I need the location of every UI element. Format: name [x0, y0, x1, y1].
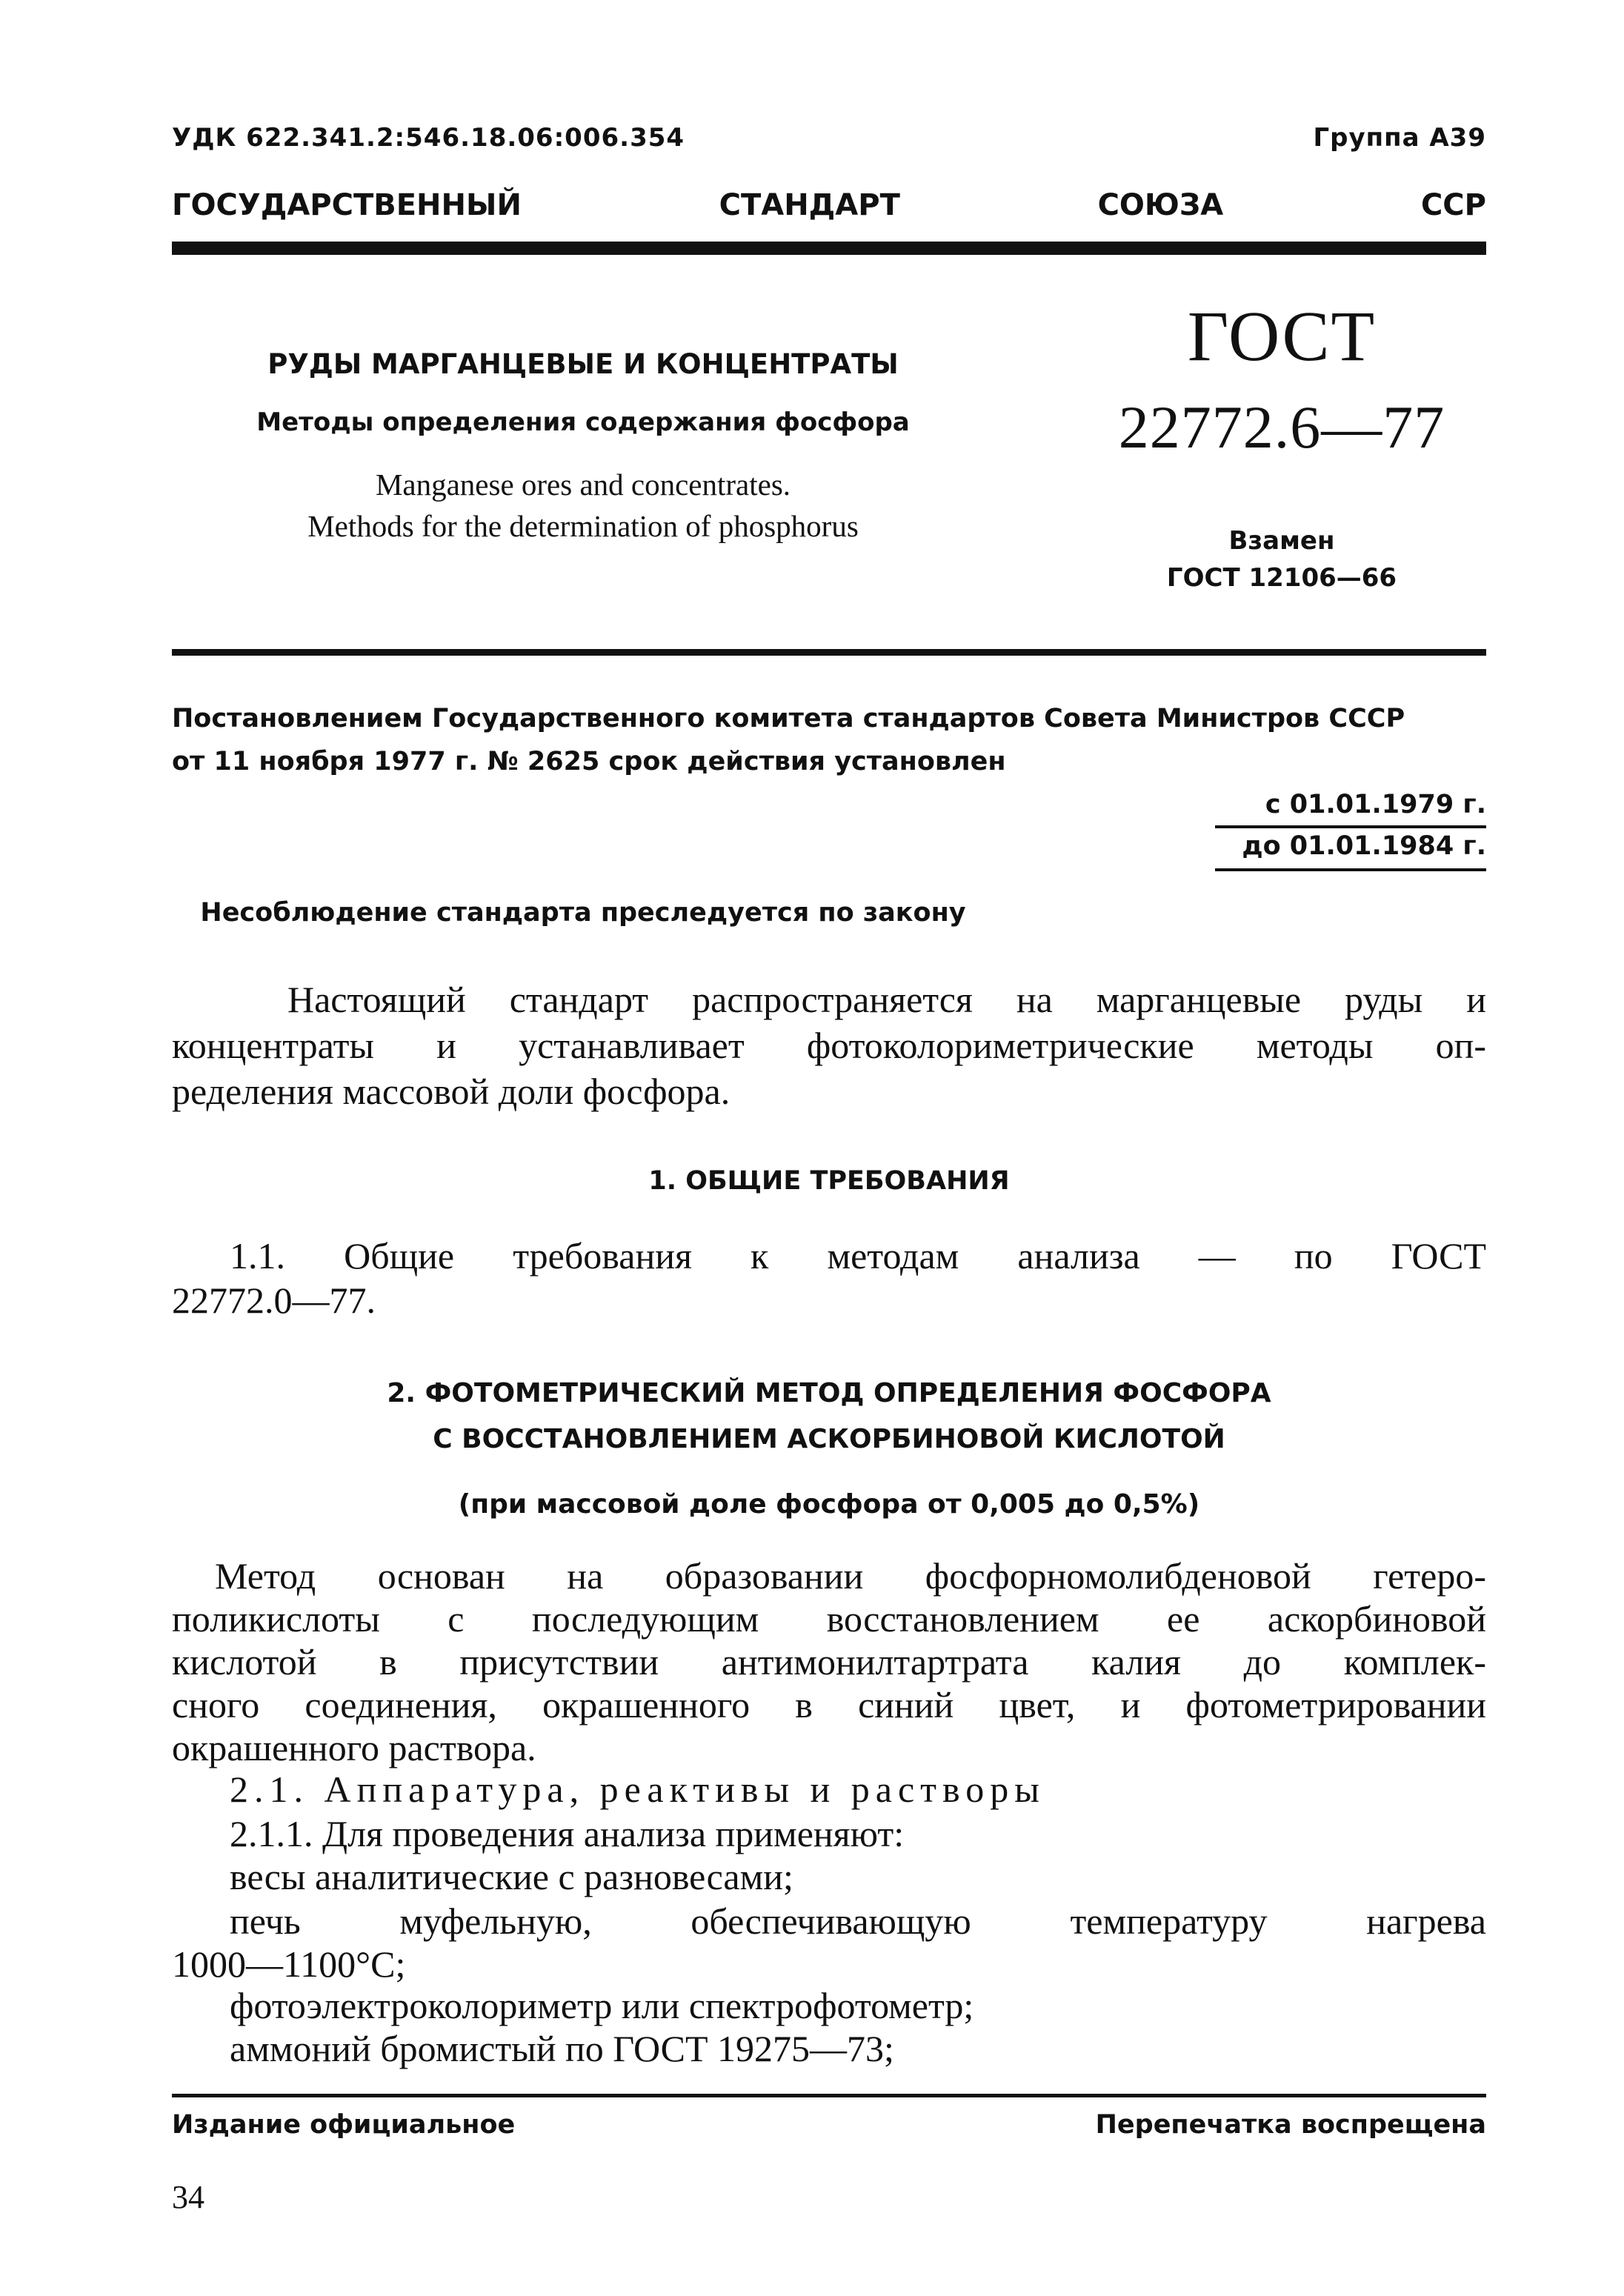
english-title-line: Manganese ores and concentrates. — [375, 467, 791, 502]
udc-code: УДК 622.341.2:546.18.06:006.354 — [172, 123, 685, 153]
method-line: кислотой в присутствии антимонилтартрата калия до комплек- — [172, 1641, 1486, 1683]
replaces-code: ГОСТ 12106—66 — [1166, 563, 1397, 593]
method-line: поликислоты с последующим восстановлением ее аскорбиновой — [172, 1598, 1486, 1640]
document-subtitle: Методы определения содержания фосфора — [256, 407, 910, 437]
gost-label: ГОСТ — [1187, 296, 1377, 376]
gost-number: 22772.6—77 — [1118, 393, 1445, 461]
date-underline — [1215, 868, 1486, 871]
date-underline — [1215, 825, 1486, 828]
law-notice: Несоблюдение стандарта преследуется по закону — [200, 898, 966, 928]
requirement-line: 1.1. Общие требования к методам анализа — по ГОСТ — [230, 1235, 1486, 1277]
effective-date-from: с 01.01.1979 г. — [1265, 790, 1486, 819]
section-2-heading: 2. ФОТОМЕТРИЧЕСКИЙ МЕТОД ОПРЕДЕЛЕНИЯ ФОСФОРА — [387, 1378, 1271, 1408]
top-rule — [172, 242, 1486, 255]
banner-word: СОЮЗА — [1097, 188, 1224, 222]
state-standard-banner — [172, 188, 1486, 222]
replaces-label: Взамен — [1228, 526, 1335, 556]
middle-rule — [172, 649, 1486, 656]
effective-date-to: до 01.01.1984 г. — [1242, 831, 1486, 861]
page-number: 34 — [172, 2179, 204, 2215]
requirement-line: 22772.0—77. — [172, 1280, 376, 1321]
method-line: Метод основан на образовании фосфорномолибденовой гетеро- — [215, 1555, 1486, 1597]
equipment-item: печь муфельную, обеспечивающую температуру нагрева — [230, 1900, 1486, 1942]
document-title: РУДЫ МАРГАНЦЕВЫЕ И КОНЦЕНТРАТЫ — [267, 348, 899, 380]
bottom-rule — [172, 2094, 1486, 2097]
method-line: окрашенного раствора. — [172, 1727, 536, 1768]
scope-line: ределения массовой доли фосфора. — [172, 1071, 731, 1112]
group-code: Группа А39 — [1313, 123, 1486, 153]
equipment-item: фотоэлектроколориметр или спектрофотометр; — [230, 1985, 974, 2026]
decree-line: Постановлением Государственного комитета стандартов Совета Министров СССР — [172, 704, 1405, 733]
edition-notice: Издание официальное — [172, 2110, 516, 2140]
section-2-heading: С ВОССТАНОВЛЕНИЕМ АСКОРБИНОВОЙ КИСЛОТОЙ — [433, 1424, 1225, 1454]
subsection-2-1-1: 2.1.1. Для проведения анализа применяют: — [230, 1813, 905, 1854]
concentration-range: (при массовой доле фосфора от 0,005 до 0,5%) — [458, 1489, 1200, 1520]
english-title-line: Methods for the determination of phosphorus — [307, 509, 859, 543]
banner-word: ССР — [1420, 188, 1486, 222]
equipment-item: весы аналитические с разновесами; — [230, 1856, 793, 1897]
banner-word: СТАНДАРТ — [719, 188, 900, 222]
scope-line: Настоящий стандарт распространяется на марганцевые руды и — [287, 979, 1486, 1020]
equipment-item: аммоний бромистый по ГОСТ 19275—73; — [230, 2028, 894, 2069]
section-1-heading: 1. ОБЩИЕ ТРЕБОВАНИЯ — [648, 1166, 1010, 1196]
reprint-notice: Перепечатка воспрещена — [1095, 2110, 1486, 2140]
decree-line: от 11 ноября 1977 г. № 2625 срок действия установлен — [172, 747, 1006, 776]
equipment-item: 1000—1100°С; — [172, 1943, 406, 1985]
scope-line: концентраты и устанавливает фотоколориметрические методы оп- — [172, 1025, 1486, 1066]
banner-word: ГОСУДАРСТВЕННЫЙ — [172, 188, 522, 222]
subsection-2-1: 2.1. Аппаратура, реактивы и растворы — [230, 1768, 1045, 1810]
method-line: сного соединения, окрашенного в синий цвет, и фотометрировании — [172, 1684, 1486, 1726]
